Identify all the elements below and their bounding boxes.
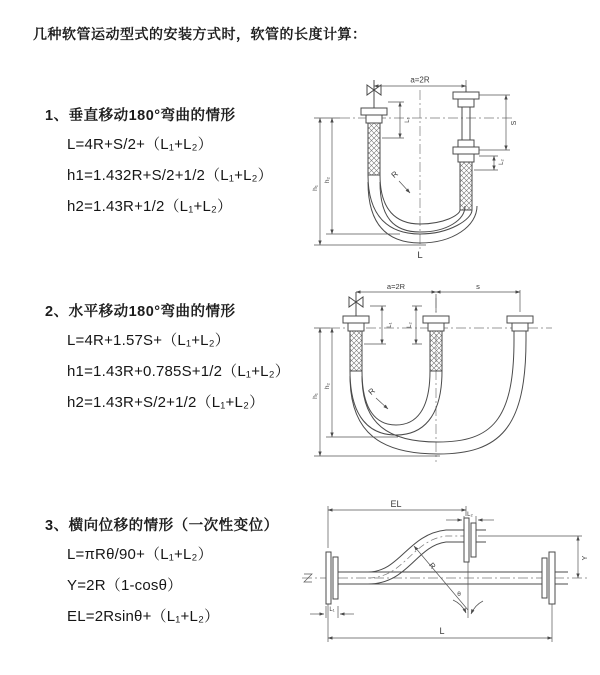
dimension-l1 — [310, 606, 354, 618]
dim-label-shift: s — [476, 282, 480, 291]
dimension-l1 — [382, 102, 411, 138]
dimension-span — [374, 76, 466, 91]
dimension-el — [328, 499, 466, 548]
left-pipe-flange — [361, 108, 387, 123]
dim-label-l1: L₁ — [329, 607, 335, 613]
radius-callout — [367, 386, 388, 409]
formula-line: L=4R+S/2+（L₁+L₂） — [67, 136, 213, 153]
dim-label-h1: h₁ — [312, 393, 319, 399]
page-title: 几种软管运动型式的安装方式时，软管的长度计算： — [33, 26, 367, 42]
diagram-vertical-180-bend — [304, 68, 576, 263]
dim-label-y: Y — [582, 555, 589, 561]
right-pipe — [453, 86, 479, 210]
middle-pipe-flange — [423, 316, 449, 371]
dimension-s — [479, 95, 518, 150]
section-1-formulas — [67, 134, 273, 217]
section-3-formulas — [67, 544, 219, 627]
dim-label-l2: L₂ — [499, 159, 505, 165]
left-pipe-flange — [343, 316, 369, 371]
diagram-horizontal-180-bend — [304, 278, 576, 473]
section-2-heading: 2、水平移动180°弯曲的情形 — [45, 304, 236, 320]
left-hose-braid — [368, 123, 380, 175]
dim-label-r: R — [366, 386, 377, 397]
dim-label-s: S — [511, 120, 518, 126]
formula-line: h2=1.43R+S/2+1/2（L₁+L₂） — [67, 394, 265, 411]
formula-line: h1=1.43R+0.785S+1/2（L₁+L₂） — [67, 363, 290, 380]
formula-line: L=4R+1.57S+（L₁+L₂） — [67, 332, 230, 349]
dim-label-l1: L₁ — [387, 322, 393, 328]
dim-label-h2: h₂ — [324, 382, 331, 390]
dim-label-el: EL — [390, 499, 402, 509]
s-curve-hose — [368, 530, 464, 584]
dim-label-l1: L₁ — [405, 117, 411, 123]
dimension-l — [328, 604, 552, 642]
valve-icon — [349, 292, 363, 316]
dim-label-r: R — [427, 560, 438, 571]
dimension-l2 — [446, 512, 494, 524]
formula-line: h2=1.43R+1/2（L₁+L₂） — [67, 198, 233, 215]
formula-line: L=πRθ/90+（L₁+L₂） — [67, 546, 213, 563]
dim-label-h1: h₁ — [312, 185, 319, 191]
dim-label-r: R — [389, 169, 400, 180]
dim-label-theta: θ — [457, 591, 461, 598]
formula-line: h1=1.432R+S/2+1/2（L₁+L₂） — [67, 167, 273, 184]
dimension-l2 — [407, 306, 422, 344]
diagram-lateral-displacement — [296, 494, 596, 654]
right-flange — [542, 552, 568, 604]
section-3-heading: 3、横向位移的情形（一次性变位） — [45, 518, 279, 534]
dim-label-l2: L₂ — [467, 512, 473, 518]
dim-label-length: L — [417, 250, 423, 261]
dimension-h2 — [324, 118, 400, 234]
formula-line: Y=2R（1-cosθ） — [67, 577, 183, 594]
dimension-l1 — [364, 306, 393, 344]
dimension-l2 — [474, 156, 505, 170]
dim-label-length: L — [439, 626, 445, 636]
dim-label-h2: h₂ — [324, 176, 331, 184]
section-1-heading: 1、垂直移动180°弯曲的情形 — [45, 108, 236, 124]
valve-icon — [367, 80, 381, 108]
dim-label-span: a=2R — [410, 75, 430, 85]
top-dimensions — [356, 282, 520, 312]
radius-callout — [390, 169, 410, 193]
dim-label-span: a=2R — [386, 282, 406, 291]
section-2-formulas — [67, 330, 290, 413]
formula-line: EL=2Rsinθ+（L₁+L₂） — [67, 608, 220, 625]
upper-flange — [464, 518, 486, 562]
dim-label-l2: L₂ — [407, 322, 413, 328]
